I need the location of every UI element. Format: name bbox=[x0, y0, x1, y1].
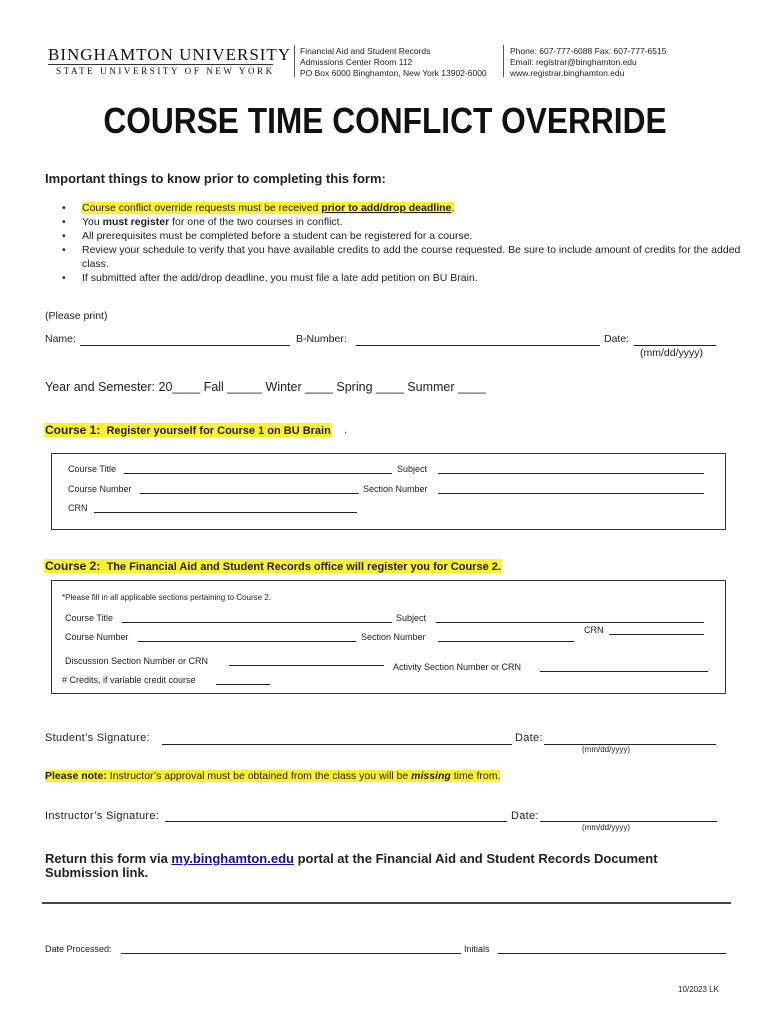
course1-subject-field[interactable] bbox=[438, 473, 704, 474]
office-address bbox=[300, 46, 487, 79]
bullet-icon: • bbox=[62, 230, 66, 242]
course1-number-label: Course Number bbox=[68, 484, 132, 494]
initials-field[interactable] bbox=[498, 953, 726, 954]
list-item bbox=[62, 215, 742, 229]
year-semester-line[interactable]: Year and Semester: 20____ Fall _____ Winter ____ Spring ____ Summer ____ bbox=[45, 380, 486, 394]
portal-link[interactable]: my.binghamton.edu bbox=[171, 851, 294, 866]
important-heading: Important things to know prior to completing this form: bbox=[45, 171, 386, 186]
instructor-approval-note bbox=[45, 770, 500, 782]
student-date-field[interactable] bbox=[544, 744, 716, 745]
course2-crn-field[interactable] bbox=[609, 634, 704, 635]
course2-subject-label: Subject bbox=[396, 613, 427, 623]
note-text: time from. bbox=[450, 770, 501, 782]
course2-discussion-field[interactable] bbox=[229, 665, 384, 666]
bullet-text: for one of the two courses in conflict. bbox=[169, 216, 343, 228]
course1-crn-field[interactable] bbox=[94, 512, 357, 513]
instructor-date-label: Date: bbox=[511, 810, 539, 822]
office-line: PO Box 6000 Binghamton, New York 13902-6000 bbox=[300, 68, 487, 78]
logo-divider bbox=[48, 64, 273, 65]
note-label: Please note: bbox=[45, 770, 107, 782]
course2-note: *Please fill in all applicable sections pertaining to Course 2. bbox=[62, 593, 272, 602]
course2-credits-field[interactable] bbox=[216, 684, 270, 685]
student-date-label: Date: bbox=[515, 732, 543, 744]
date-field[interactable] bbox=[634, 345, 716, 346]
form-revision-code: 10/2023 LK bbox=[678, 985, 719, 994]
instructor-signature-field[interactable] bbox=[165, 821, 507, 822]
important-list bbox=[62, 201, 742, 285]
contact-line: www.registrar.binghamton.edu bbox=[510, 68, 625, 78]
course1-number-field[interactable] bbox=[140, 493, 359, 494]
bullet-icon: • bbox=[62, 216, 66, 228]
course2-number-label: Course Number bbox=[65, 632, 129, 642]
return-text: Return this form via bbox=[45, 851, 172, 866]
date-processed-label: Date Processed: bbox=[45, 944, 112, 954]
bullet-text: All prerequisites must be completed before a student can be registered for a course. bbox=[82, 230, 473, 242]
bullet-icon: • bbox=[62, 272, 66, 284]
deadline-emphasis: prior to add/drop deadline bbox=[321, 202, 452, 214]
date-label: Date: bbox=[604, 333, 630, 345]
instructor-date-format: (mm/dd/yyyy) bbox=[582, 823, 630, 832]
bullet-emphasis: must register bbox=[102, 216, 170, 228]
course2-number-field[interactable] bbox=[138, 641, 356, 642]
course1-subject-label: Subject bbox=[397, 464, 428, 474]
course2-label: Course 2: bbox=[45, 559, 101, 573]
course2-activity-field[interactable] bbox=[540, 671, 708, 672]
list-item bbox=[62, 201, 742, 215]
university-logo: BINGHAMTON UNIVERSITY bbox=[48, 45, 292, 64]
student-date-format: (mm/dd/yyyy) bbox=[582, 745, 630, 754]
name-field[interactable] bbox=[80, 345, 290, 346]
return-text: Submission link. bbox=[45, 865, 149, 880]
course2-subject-field[interactable] bbox=[436, 622, 704, 623]
contact-line: Phone: 607-777-6088 Fax: 607-777-6515 bbox=[510, 46, 667, 56]
course1-heading bbox=[44, 423, 332, 437]
bullet-text: If submitted after the add/drop deadline, you must file a late add petition on BU Brain. bbox=[82, 272, 478, 284]
student-signature-field[interactable] bbox=[162, 744, 512, 745]
course1-section-field[interactable] bbox=[438, 493, 704, 494]
list-item bbox=[62, 271, 742, 285]
bullet-icon: • bbox=[62, 244, 66, 256]
course1-section-label: Section Number bbox=[363, 484, 428, 494]
return-instructions bbox=[45, 852, 658, 880]
course1-title-field[interactable] bbox=[124, 473, 392, 474]
course2-instruction: The Financial Aid and Student Records office will register you for Course 2. bbox=[106, 561, 501, 573]
course2-section-label: Section Number bbox=[361, 632, 426, 642]
note-text: Instructor’s approval must be obtained from the class you will be bbox=[106, 770, 412, 782]
office-contact bbox=[510, 46, 666, 79]
university-subtitle: STATE UNIVERSITY OF NEW YORK bbox=[56, 66, 275, 76]
office-line: Admissions Center Room 112 bbox=[300, 57, 413, 67]
return-text: portal at the Financial Aid and Student Records Document bbox=[293, 851, 658, 866]
date-format-hint: (mm/dd/yyyy) bbox=[640, 347, 703, 359]
contact-line: Email: registrar@binghamton.edu bbox=[510, 57, 637, 67]
bnumber-label: B-Number: bbox=[296, 333, 347, 345]
bullet-text: Course conflict override requests must be received bbox=[82, 202, 322, 214]
instructor-date-field[interactable] bbox=[540, 821, 717, 822]
course1-crn-label: CRN bbox=[68, 503, 88, 513]
initials-label: Initials bbox=[464, 944, 490, 954]
list-item bbox=[62, 229, 742, 243]
course2-crn-label: CRN bbox=[584, 625, 604, 635]
course2-section-field[interactable] bbox=[438, 641, 574, 642]
bullet-text: Review your schedule to verify that you have available credits to add the course requested. Be sure to include amount of credits for the added class. bbox=[82, 244, 741, 270]
course2-discussion-label: Discussion Section Number or CRN bbox=[65, 656, 209, 666]
section-divider bbox=[42, 902, 731, 904]
course1-title-label: Course Title bbox=[68, 464, 117, 474]
name-label: Name: bbox=[45, 333, 76, 345]
office-line: Financial Aid and Student Records bbox=[300, 46, 431, 56]
header-divider bbox=[503, 45, 504, 77]
course2-title-field[interactable] bbox=[122, 622, 392, 623]
course1-heading-period: . bbox=[344, 424, 348, 436]
bnumber-field[interactable] bbox=[356, 345, 600, 346]
date-processed-field[interactable] bbox=[121, 953, 461, 954]
student-signature-label: Student’s Signature: bbox=[45, 732, 150, 744]
please-print: (Please print) bbox=[45, 310, 108, 322]
course2-heading bbox=[44, 559, 502, 573]
header-divider bbox=[294, 45, 295, 77]
instructor-signature-label: Instructor’s Signature: bbox=[45, 810, 160, 822]
list-item bbox=[62, 243, 742, 271]
course2-title-label: Course Title bbox=[65, 613, 114, 623]
course2-activity-label: Activity Section Number or CRN bbox=[393, 662, 522, 672]
bullet-icon: • bbox=[62, 202, 66, 214]
course1-label: Course 1: bbox=[45, 423, 101, 437]
course2-credits-label: # Credits, if variable credit course bbox=[62, 675, 196, 685]
bullet-text: . bbox=[451, 202, 455, 214]
course1-instruction: Register yourself for Course 1 on BU Brain bbox=[106, 425, 331, 437]
note-emphasis: missing bbox=[411, 770, 451, 782]
form-title: COURSE TIME CONFLICT OVERRIDE bbox=[103, 100, 667, 141]
bullet-text: You bbox=[82, 216, 103, 228]
